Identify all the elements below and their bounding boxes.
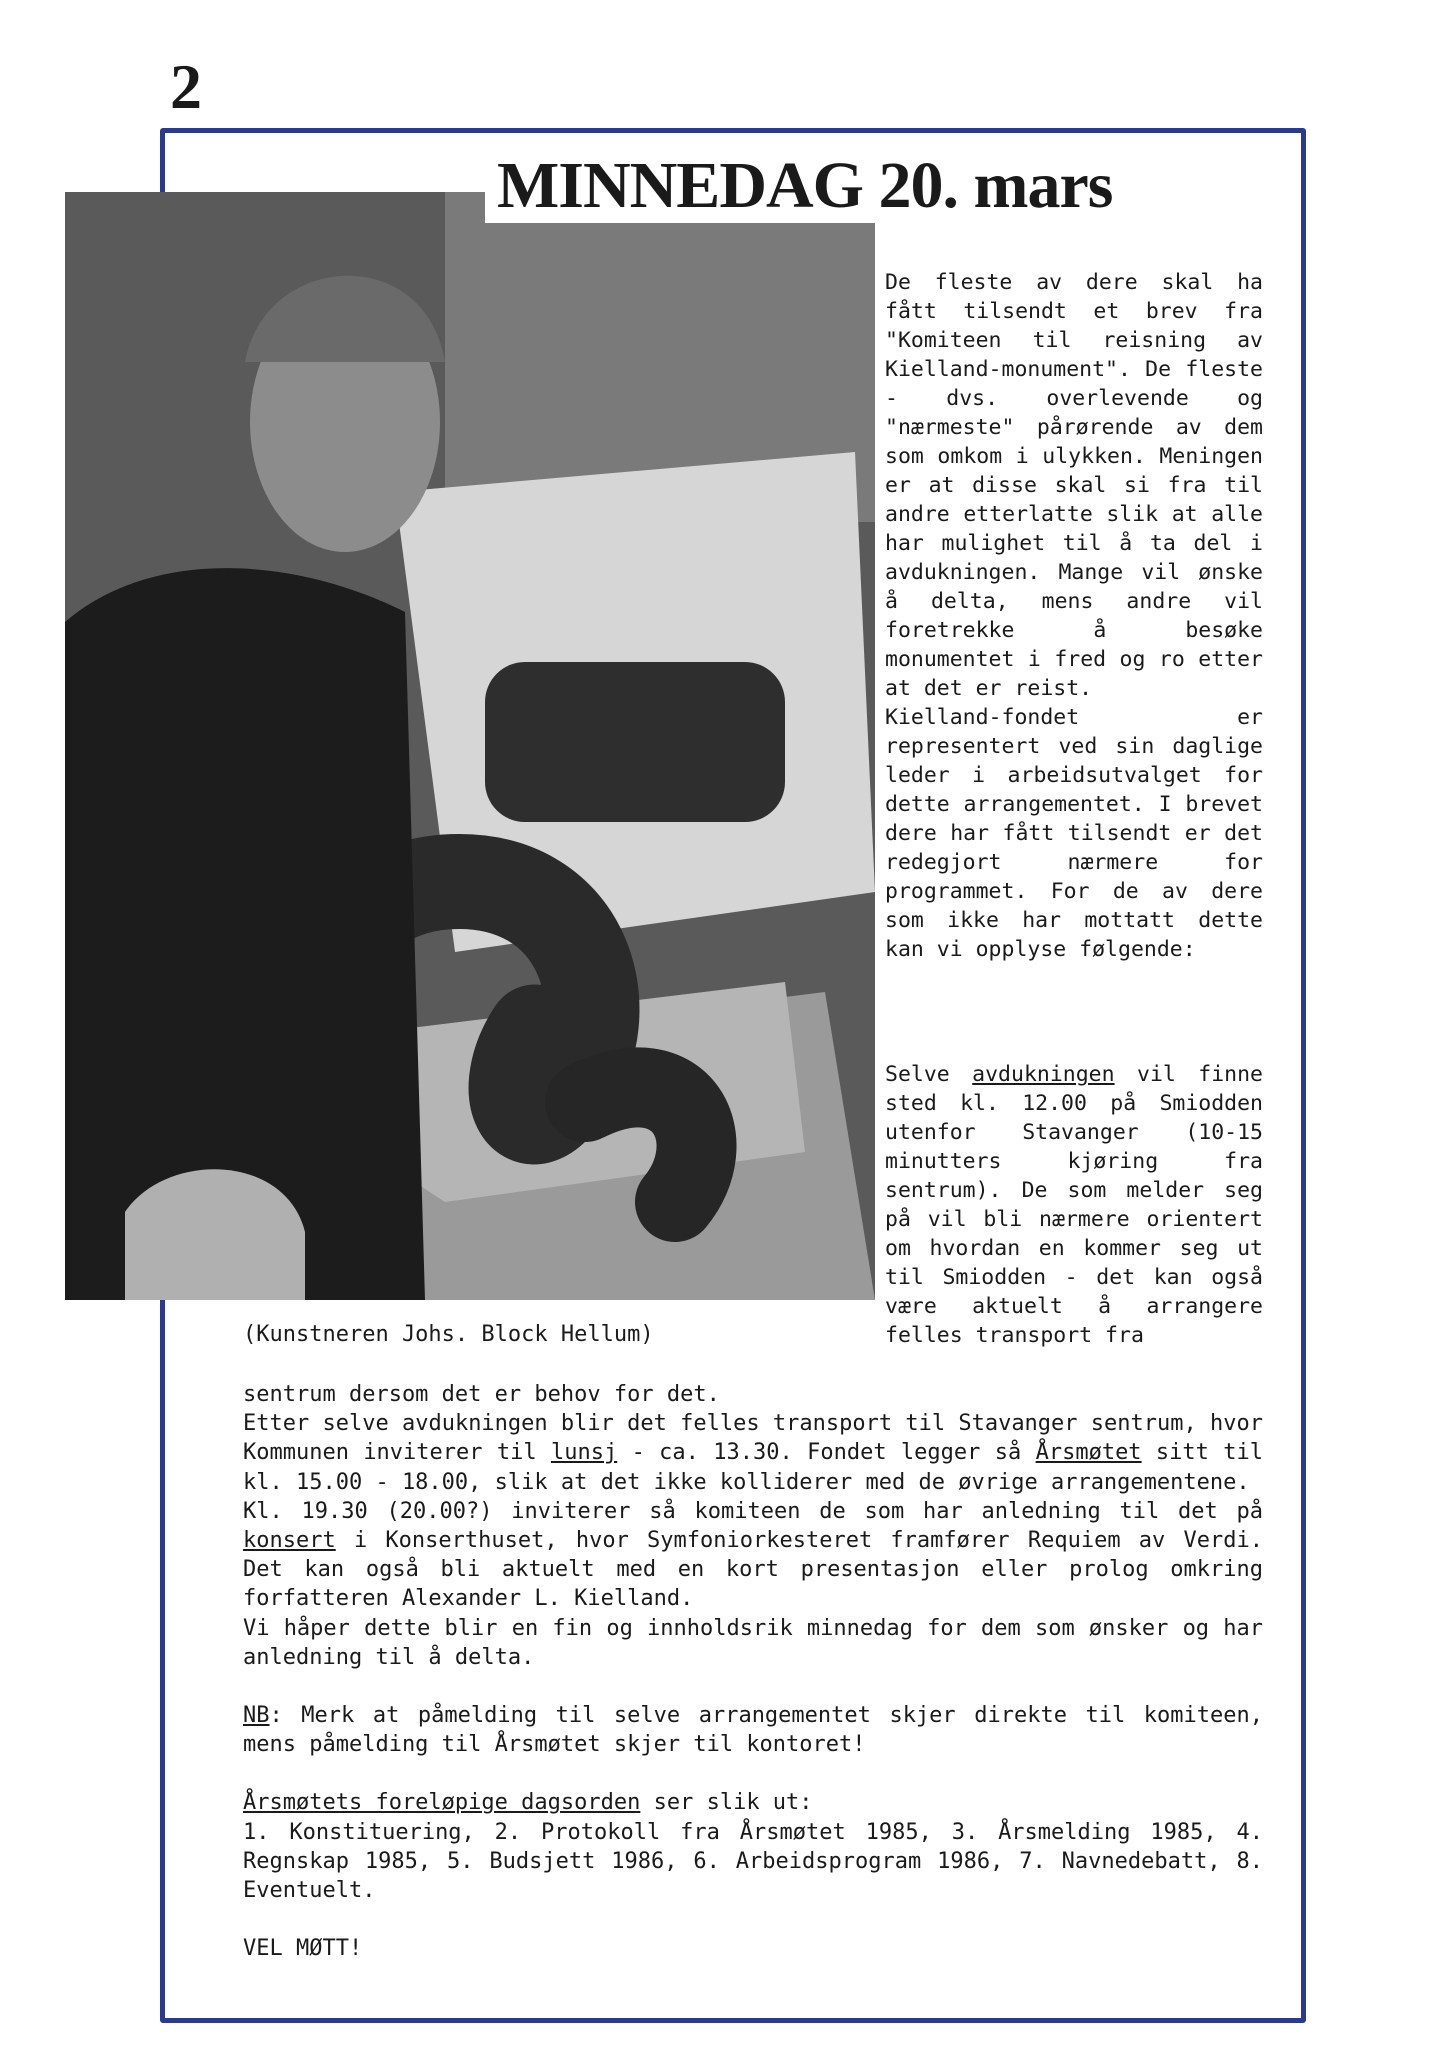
closing-text: VEL MØTT!	[243, 1936, 363, 1962]
right-column-text	[885, 268, 1263, 964]
text-span: Selve	[885, 1062, 973, 1087]
body-paragraph: Vi håper dette blir en fin og innholdsrik minnedag for dem som ønsker og har anledning til å delta.	[243, 1615, 1263, 1670]
text-span: Etter selve avdukningen blir det felles transport til Stavanger sentrum, hvor Kommunen inviterer til	[243, 1411, 1263, 1466]
text-span: vil finne sted kl. 12.00 på Smiodden utenfor Stavanger (10-15 minutters kjøring fra sentrum). De som melder seg på vil bli nærmere orientert om hvordan en kommer seg ut til Smiodden - det kan også være aktuelt å arrangere felles transport fra	[885, 1062, 1263, 1348]
text-span: ser slik ut:	[640, 1790, 813, 1816]
text-span: sitt til kl. 15.00 - 18.00, slik at det ikke kolliderer med de øvrige arrangementene.	[243, 1440, 1263, 1495]
text-span: - ca. 13.30. Fondet legger så	[617, 1440, 1036, 1466]
artist-photo	[65, 192, 875, 1300]
page-title: MINNEDAG 20. mars	[485, 150, 1124, 223]
nb-note	[243, 1701, 1263, 1759]
unveiling-text	[885, 1060, 1263, 1350]
text-span: Kl. 19.30 (20.00?) inviterer så komiteen de som har anledning til det på	[243, 1498, 1263, 1524]
unveiling-paragraph	[885, 1060, 1263, 1350]
column-paragraph: Kielland-fondet er representert ved sin daglige leder i arbeidsutvalget for dette arrangementet. I brevet dere har fått tilsendt er det redegjort nærmere for programmet. For de av dere som ikke har mottatt dette kan vi opplyse følgende:	[885, 705, 1263, 962]
arsmotet-underlined: Årsmøtet	[1035, 1440, 1142, 1466]
body-paragraph	[243, 1497, 1263, 1614]
text-span: : Merk at påmelding til selve arrangementet skjer direkte til komiteen, mens påmelding til Årsmøtet skjer til kontoret!	[243, 1703, 1263, 1758]
text-span: i Konserthuset, hvor Symfoniorkesteret framfører Requiem av Verdi. Det kan også bli aktuelt med en kort presentasjon eller prolog omkring forfatteren Alexander L. Kielland.	[243, 1528, 1263, 1612]
body-paragraph	[243, 1409, 1263, 1497]
lunsj-underlined: lunsj	[550, 1440, 618, 1466]
agenda-heading-underlined: Årsmøtets foreløpige dagsorden	[243, 1790, 641, 1816]
agenda-heading	[243, 1788, 1263, 1817]
avdukningen-underlined: avdukningen	[972, 1062, 1115, 1087]
nb-label: NB	[243, 1703, 270, 1729]
agenda-items: 1. Konstituering, 2. Protokoll fra Årsmøtet 1985, 3. Årsmelding 1985, 4. Regnskap 1985, 5. Budsjett 1986, 6. Arbeidsprogram 1986, 7. Navnedebatt, 8. Eventuelt.	[243, 1819, 1263, 1904]
body-text	[243, 1380, 1263, 1963]
page-number: 2	[170, 51, 202, 122]
photo-illustration	[65, 192, 875, 1300]
photo-caption: (Kunstneren Johs. Block Hellum)	[243, 1322, 654, 1347]
body-paragraph: sentrum dersom det er behov for det.	[243, 1382, 720, 1407]
konsert-underlined: konsert	[243, 1528, 336, 1554]
column-paragraph: De fleste av dere skal ha fått tilsendt et brev fra "Komiteen til reisning av Kielland-monument". De fleste - dvs. overlevende og "nærmeste" pårørende av dem som omkom i ulykken. Meningen er at disse skal si fra til andre etterlatte slik at alle har mulighet til å ta del i avdukningen. Mange vil ønske å delta, mens andre vil foretrekke å besøke monumentet i fred og ro etter at det er reist.	[885, 270, 1263, 701]
